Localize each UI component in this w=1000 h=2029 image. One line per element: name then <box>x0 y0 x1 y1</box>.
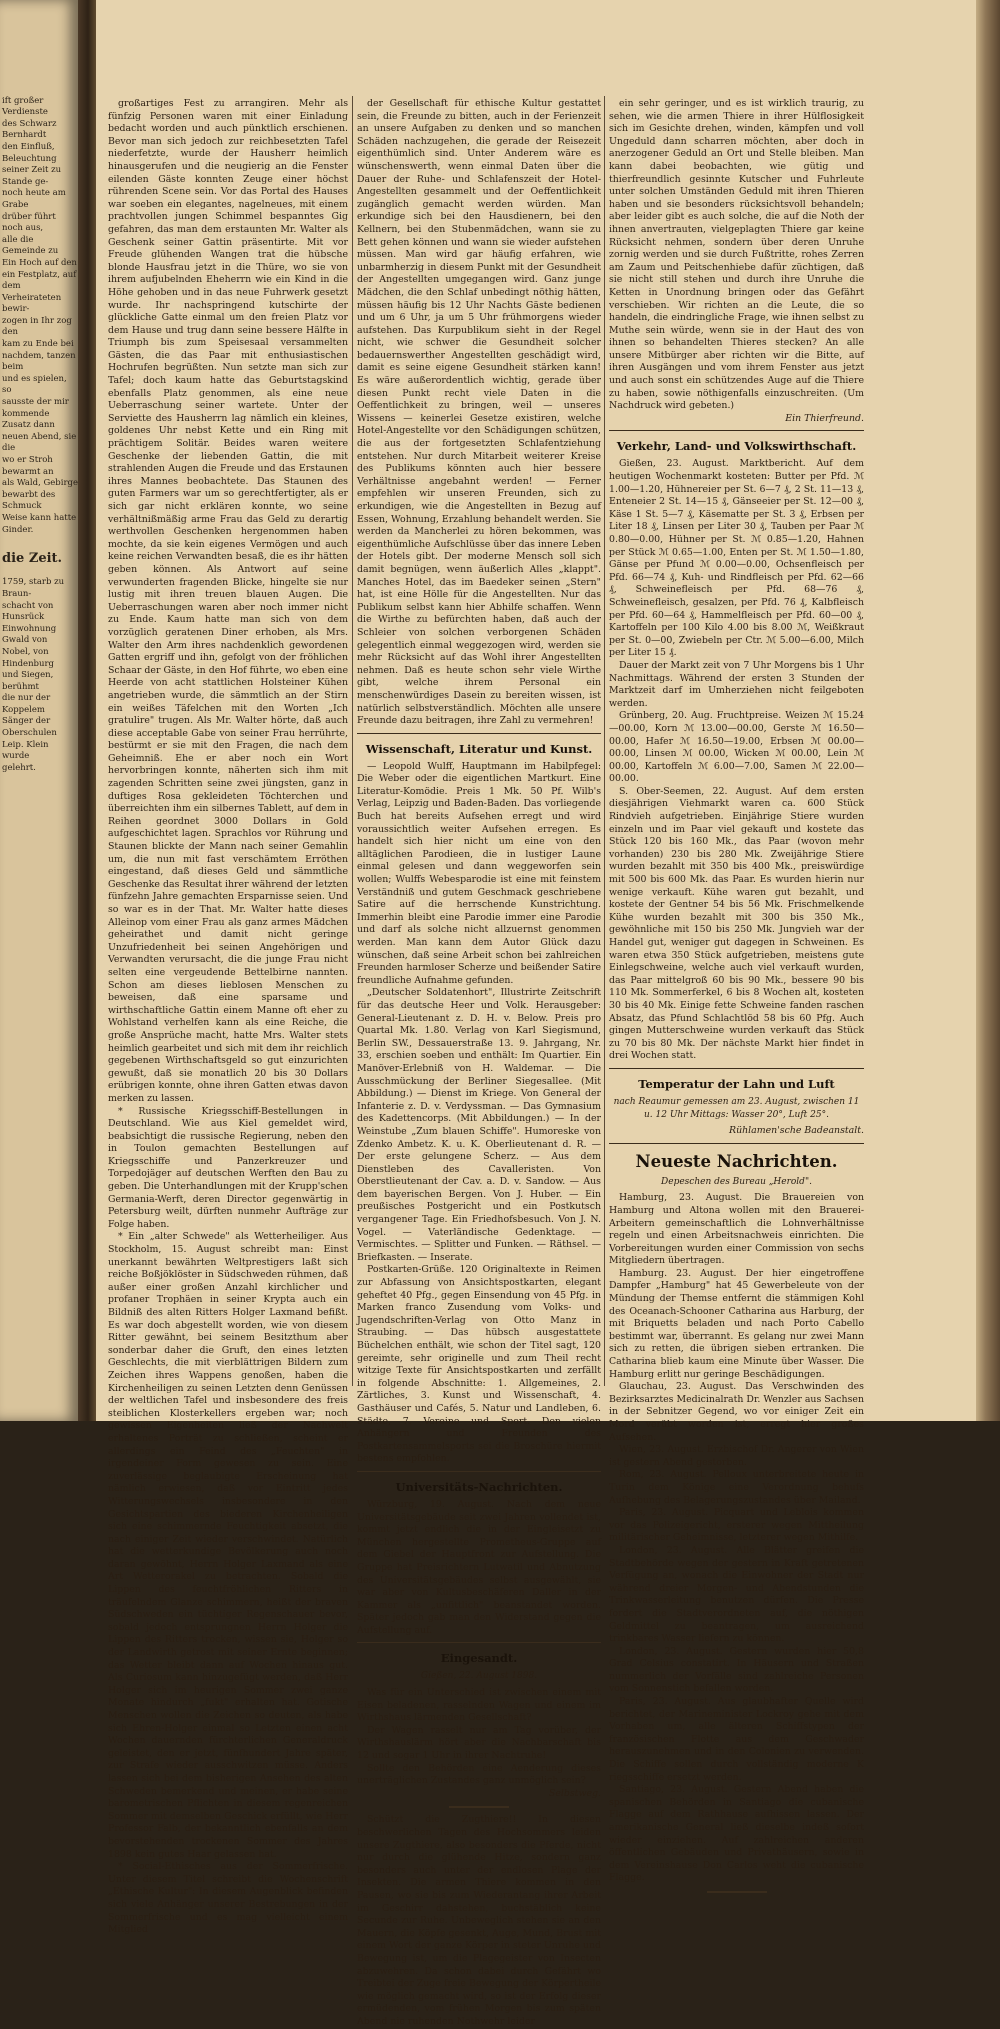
article-paragraph: Postkarten-Grüße. 120 Originaltexte in Reimen zur Abfassung von Ansichtspostkarten, elegant geheftet 40 Pfg., gegen Einsendung von 45 Pfg. in Marken franco Zusendung vom Volks- und Jugendschriften-Verlag von Otto Manz in Straubing. — Das hübsch ausgestattete Büchelchen enthält, wie schon der Titel sagt, 120 gereimte, sehr originelle und zum Theil recht witzige Texte für Ansichtspostkarten und zerfällt in folgende Abschnitte: 1. Allgemeines, 2. Zärtliches, 3. Kunst und Wissenschaft, 4. Gasthäuser und Cafés, 5. Natur und Landleben, 6. Städte, 7. Vereine und Sport. Den vielen Anhängern und Freunden des Postkartensammelsports sei die Broschüre hiermit bestens empfohlen. <box>357 1264 601 1465</box>
article-paragraph: * Russische Kriegsschiff-Bestellungen in Deutschland. Wie aus Kiel gemeldet wird, beabsichtigt die russische Regierung, neben den in Toulon gemachten Bestellungen auf Kriegsschiffe und Panzerkreuzer und Torpedojäger auf deutschen Werften den Bau zu geben. Die Unterhandlungen mit der Krupp'schen Germania-Werft, deren Director gegenwärtig in Petersburg weilt, dürften nunmehr Aufträge zur Folge haben. <box>108 1105 348 1230</box>
previous-page-text-bottom: 1759, starb zu Braun- schacht von Hunsrück Einwohnung Gwald von Nobel, von Hindenburg und Siegen, berühmt die nur der Koppelem Sänger der Oberschulen Leip. Klein wurde gelehrt. <box>2 577 65 773</box>
article-paragraph: Schützt die Zugthiere!! In diesen beschwerlichen Tagen des Hochsommers leiden unsere Zugthiere, also besonders die Pferde, nicht nur durch die glühende Hitze, sondern ganz besonders auch unter der endlosen Plage der Insekten. Die armen Thiere kommen in den Pausen, wo sie bis zum Wiederantang ihrer Arbeit im Geschirr dahstehen, buchstäblich keine Secunde zur Ruhe. Unbeweglich stehen sie an den Mauern, die Köpfe gesenkt, Auge, Mund, Brust mit einem Wort der ganze Körper in steter Unruhe und Bewegung ist, um die Plagegeister von Insecten abzuwehren. Da schon dabei durch Gefährt wo Treibtei der Zuge freie Bewegung der Körpertheile wie möglich gemacht wird, so ist der Erfolg dieser ermüdenden, vom frühen Morgen bis zum späten Abend nie ruhenden Nothwehr leider <box>357 1814 601 2027</box>
column-1 <box>108 98 348 1936</box>
section-rule <box>357 1642 601 1643</box>
article-paragraph: „Deutscher Soldatenhort", Illustrirte Zeitschrift für das deutsche Heer und Volk. Herausgeber: General-Lieutenant z. D. H. v. Below. Preis pro Quartal Mk. 1.80. Verlag von Karl Siegismund, Berlin SW., Dessauerstraße 13. 9. Jahrgang, Nr. 33, erschien soeben und enthält: Im Quartier. Ein Manöver-Erlebniß von H. Waldemar. — Die Ausschmückung der Berliner Siegesallee. (Mit Abbildung.) — Dienst im Kriege. Von General der Infanterie z. D. v. Verdyssman. — Das Gymnasium des Kadettencorps. (Mit Abbildungen.) — In der Weinstube „Zum blauen Schiffe". Humoreske von Zdenko Ambetz. K. u. K. Oberlieutenant d. R. — Der erste gelungene Scherz. — Aus dem Dienstleben des Cavalleristen. Von Oberstlieutenant der Cav. a. D. v. Sandow. — Aus dem bayerischen Bergen. Von J. Huber. — Ein preußisches Postgericht und ein Postkutsch vergangener Tage. Ein Friedhofsbesuch. Von J. N. Vogel. — Vaterländische Gedenktage. — Vermischtes. — Splitter und Funken. — Räthsel. — Briefkasten. — Inserate. <box>357 987 601 1263</box>
column-2 <box>357 98 601 2027</box>
article-paragraph: Sollte den Behörden eine Aenderung dieses unerträglichen Zustandes ganz unmöglich sein? <box>357 1762 601 1787</box>
article-paragraph: * Ein „alter Schwede" als Wetterheiliger. Aus Stockholm, 15. August schreibt man: Einst unerkannt bewährten Weltprestigers laßt sich reiche Boßjöklöster in Südschweden rühmen, daß außer einer großen Anzahl kirchlicher und profaner Trophäen in seiner Krypta auch ein Bildniß des alten Ritters Holger Laxmand befißt. Es war doch abgestellt worden, wie von diesem Ritter gewähnt, bei seinem Besitzthum aber sonderbar daher die Gruft, den eines letzten Geschlechts, die mit vierblättrigen Bildern zum Zeichen ihres Wappens genoßen, haben die Kirchenheiligen zu seinen Letzten denn Genüssen der weltlichen Tafel und insbesondere des freis steiblichen Klosterkellers ergeben war; noch gewissen Eigenheiten ließ der Nachwelt erhaltenes Porträt zu schließen, scheint er allerdings ein Feind des „Feuchten" in irgendeiner Form gewesen zu sein. Eine zuverlässige beglaubigte Erscheinung hat nämlich erwiesen, daß vor Eintritt jedes Witterungswechsels insbesondere in den Gesichtspartien des biederen Kirchenheiligen sich eine schimmernde Feuchtigkeit absetzt, die nach einiger Zeit wieder verschwindet. Natürlich hat die wetterkundige Bevölkerung auch noch daran gewöhnt, Herrn Holger Laxmand als eine Art Wetterorakel zu betrachten. Sobald die Lippen des feuchtfröhlichen Ritters in träufelndem Glanze schimmern, heißt der braven Südschweden ein tüchtiger Regenschauer bevor, sobald jedoch entsprungnen Herrn Holger die Lippen des Ritters trocken, wissen sie, Holger so der Landwirth getrost mit seiner Ernte beginnen; das Wetter bleibt dann auf Wochen hinaus gut. Als Curiosum kann hinzugefügt werden, daß Herr Holger sich im heurigen Sommer zwei ganze Monate hindurch „fukt" erhalten hat. Gotische Menschen wollen die Zeichen so deuten, als habe sich Ehren-Holger einmal so Letzten einen acht Wochen dauernden fürchterlichen Generaldruck geleistet, den er jetzt, fünfhundert Jahre später, zur Strafe wieder ausschwitzen müsse. Anders lassen sich bei dem bisherigen Ansehen des alten Schweden bemerkend und meinen, er habe seine barometrischen Pflichten in diesem regenreichen Sommer mit demselben Geschick erfüllt, wie Herr Professor Falb, der bekanntlich ebenfalls an dem bevorstehenden trockenen Sommer des Jahres 1898 kein gutes Haar gelassen hat. <box>108 1231 348 1860</box>
short-rule <box>449 1806 509 1808</box>
news-item: Hamburg. 23. August. Der hier eingetroffene Dampfer „Hamburg" hat 45 Gewerbeleute von der Mündung der Themse entfernt die stämmigen Kohl des Oceanach-Schooner Catharina aus Harburg, der mit Briquetts beladen und nach Porto Cabello bestimmt war, überrannt. Es gelang nur zwei Mann sich zu retten, die übrigen sieben ertranken. Die Catharina blieb kaum eine Minute über Wasser. Die Hamburg erlitt nur geringe Beschädigungen. <box>609 1267 864 1380</box>
previous-page-column <box>2 84 78 786</box>
temperature-source: Rühlamen'sche Badeanstalt. <box>729 1125 864 1137</box>
temperature-reading: nach Reaumur gemessen am 23. August, zwischen 11 u. 12 Uhr Mittags: Wasser 20°, Luft 25°. <box>613 1096 860 1120</box>
section-heading-university: Universitäts-Nachrichten. <box>395 1479 563 1494</box>
news-item: Paris, 23. August. Picquart und Leblois kommen vor das Polizeigericht, ersterer wegen Mittheilung militärischer Geheimnisse, letzterer wegen Mithilfe. <box>609 1507 864 1544</box>
article-paragraph: — Leopold Wulff, Hauptmann im Habilpfegel: Die Weber oder die eigentlichen Martkurt. Eine Literatur-Komödie. Preis 1 Mk. 50 Pf. Wilb's Verlag, Leipzig und Baden-Baden. Das vorliegende Buch hat bereits Aufsehen erregt und wird voraussichtlich weiter Aufsehen erregen. Es handelt sich hier nicht um eine von den alltäglichen Parodieen, die in lustiger Laune einmal gelesen und dann weggeworfen sein wollen; Wulffs Webesparodie ist eine mit feinstem Verständniß und gutem Geschmack geschriebene Satire auf die herrschende Kunstrichtung. Immerhin bleibt eine Parodie immer eine Parodie und darf als solche nicht allzuernst genommen werden. Man kann dem Autor Glück dazu wünschen, daß seine Arbeit schon bei zahlreichen Freunden harmloser Scherze und beißender Satire freundliche Aufnahme gefunden. <box>357 760 601 986</box>
previous-page-heading: die Zeit. <box>2 550 63 566</box>
article-signature: Ein Thierfreund. <box>785 412 864 424</box>
news-item: Santiago, 23. August. Gestern Abend haben die spanischen Behörden in Santiago die cubanische Flagge auf dem Rathhause aufhissen lassen. Der amerikanische General ließ dieselbe indeß sofort wieder einziehen. Auf zahlreichen anderen öffentlichen Gebäuden und Privathäusern, sowie in dem Vereinshause Don Carlos weht die cubanische Flagge. <box>609 1784 864 1884</box>
cattle-market-report: S. Ober-Seemen, 22. August. Auf dem ersten diesjährigen Viehmarkt waren ca. 600 Stück Rindvieh aufgetrieben. Einjährige Stiere wurden einzeln und im Paar viel gekauft und kostete das Stück 120 bis 160 Mk., das Paar (wovon mehr vorhanden) 230 bis 280 Mk. Zweijährige Stiere wurden bezahlt mit 350 bis 400 Mk., preiswürdige mit 500 bis 600 Mk. das Paar. Es wurden hierin nur wenige verkauft. Kühe waren gut bezahlt, und kostete der Gentner 54 bis 56 Mk. Frischmelkende Kühe wurden bezahlt mit 300 bis 350 Mk., gewöhnliche mit 150 bis 250 Mk. Jungvieh war der Handel gut, weniger gut dagegen in Schweinen. Es waren etwa 350 Stück aufgetrieben, meistens gute Einlegschweine, welche auch viel verkauft wurden, das Paar mittelgroß 60 bis 90 Mk., bessere 90 bis 110 Mk. Sommerferkel, 6 bis 8 Wochen alt, kosteten 30 bis 40 Mk. Einige fette Schweine fanden raschen Absatz, das Pfund Schlachtlöd 58 bis 60 Pfg. Auch gingen Mutterschweine wurden verkauft das Stück zu 70 bis 80 Mk. Der nächste Markt hier findet in drei Wochen statt. <box>609 785 864 1062</box>
column-divider <box>352 96 353 1386</box>
section-heading-temperature: Temperatur der Lahn und Luft <box>638 1076 835 1091</box>
news-source: Depeschen des Bureau „Herold". <box>661 1176 812 1187</box>
news-item: London, 23. August. Gestern wurden hier 50,8 Grad Celsius constatirt. In Häusern und Straßen nummerlich der Vorfälle sind zahlreiche Personen vom Sonnenstich befallen worden. <box>609 1645 864 1695</box>
article-paragraph: Was für ein Unterschied ist zwischen einem mit Eisen beladenen, rasselnden Wagen und einem im Wirthshaus lärmenden Gesellschaft? <box>357 1687 601 1724</box>
article-paragraph: ein sehr geringer, und es ist wirklich traurig, zu sehen, wie die armen Thiere in ihrer Hülflosigkeit sich im Gesichte drehen, winden, kämpfen und voll Ungeduld dann scharren möchten, aber doch in anerzogener Geduld an Ort und Stelle bleiben. Man kann dabei beobachten, wie gütig und thierfreundlich gesinnte Kutscher und Fuhrleute unter solchen Umständen Geduld mit ihren Thieren haben und sie besonders rücksichtsvoll behandeln; aber leider gibt es auch solche, die auf die Noth der ihnen anvertrauten, vielgeplagten Thiere gar keine Rücksicht nehmen, sondern über deren Unruhe zornig werden und sie durch Fußtritte, rohes Zerren am Zaum und Peitschenhiebe dafür züchtigen, daß sie nicht still stehen und durch ihre Unruhe die Ketten in Unordnung bringen oder das Gefährt verschieben. Wir richten an die Leute, die so handeln, die eindringliche Frage, wie ihnen selbst zu Muthe sein würde, wenn sie in der Haut des von ihnen so behandelten Thieres stecken? An alle unsere Mitbürger aber richten wir die Bitte, auf ihren Ausgängen und vom ihrem Fenster aus jetzt und auch sonst ein schützendes Auge auf die Thiere zu haben, sowie nöthigenfalls einzuschreiten. (Um Nachdruck wird gebeten.) <box>609 98 864 412</box>
article-paragraph: Der Wagen rasselt nur am Tag vorüber, der Wirthshauslärm hört aber die Nachbarschaft bis 12 und sogar 1 Uhr in ihrer Nachtruhe! <box>357 1724 601 1762</box>
news-item: Glauchau, 23. August. Das Verschwinden des Bezirksarztes Medicinalrath Dr. Wenzler aus Sachsen in der Sebnitzer Gegend, wo vor einiger Zeit ein Mord verübt worden ist, erregt hier großes Aufsehen. <box>609 1381 864 1443</box>
section-heading-eingesandt: Eingesandt. <box>440 1651 518 1666</box>
article-paragraph: der Gesellschaft für ethische Kultur gestattet sein, die Freunde zu bitten, auch in der Ferienzeit an unsere Aufgaben zu denken und so manchen Schäden nachzugehen, die gerade der Reisezeit eigenthümlich sind. Unter Anderem wäre es wünschenswerth, wenn einmal Daten über die Dauer der Ruhe- und Schlafenszeit der Hotel-Angestellten gesammelt und der Oeffentlichkeit zugänglich gemacht werden würden. Man erkundige sich bei den Hausdienern, bei den Kellnern, bei den Stubenmädchen, wann sie zu Bett gehen können und wann sie wieder aufstehen müssen. Man wird gar häufig erfahren, wie unbarmherzig in diesem Punkt mit der Gesundheit der Angestellten umgegangen wird. Ganz junge Mädchen, die den Schlaf unbedingt nöthig hätten, müssen häufig bis 12 Uhr Nachts Gäste bedienen und um 6 Uhr, ja um 5 Uhr frühmorgens wieder aufstehen. Das Kurpublikum sieht in der Regel nicht, wie schwer die Gesundheit solcher bedauernswerther Angestellten geschädigt wird, damit es seine eigene Gesundheit stärken kann! Es wäre außerordentlich wichtig, gerade über diesen Punkt recht viele Daten in die Oeffentlichkeit zu bringen, weil — unseres Wissens — keinerlei Gesetze existiren, welche Hotel-Angestellte vor den Schädigungen schützen, die aus der fortgesetzten Schlafentziehung entstehen. Nur durch Mitarbeit weiterer Kreise des Publikums könnten auch hier bessere Verhältnisse angebahnt werden! — Ferner empfehlen wir unseren Freunden, sich zu erkundigen, wie die Angestellten in Bezug auf Essen, Wohnung, Erzahlung behandelt werden. Sie werden da Mancherlei zu hören bekommen, was eigenthümliche Aufschlüsse über das innere Leben der Hotels gibt. Der moderne Mensch soll sich damit begnügen, wenn äußerlich Alles „klappt". Manches Hotel, das im Baedeker seinen „Stern" hat, ist eine Hölle für die Angestellten. Nur das Publikum selbst kann hier Abhilfe schaffen. Wenn die Wirthe zu befürchten haben, daß auch der Schleier von solchen verborgenen Schäden gelegentlich einmal weggezogen wird, werden sie mehr Rücksicht auf das Wohl ihrer Angestellten nehmen. Daß es heute schon sehr viele Wirthe gibt, welche ihrem Personal ein menschenwürdiges Dasein zu bereiten wissen, ist natürlich selbstverständlich. Möchten alle unsere Freunde dazu beitragen, ihre Zahl zu vermehren! <box>357 98 601 727</box>
news-item: Wien, 23. August. Erzbischof Dr. Angerer von Wien ist gestern Abend gestorben. <box>609 1444 864 1468</box>
section-rule <box>609 430 864 431</box>
short-rule <box>707 1891 767 1893</box>
section-rule <box>357 1471 601 1472</box>
section-heading-science: Wissenschaft, Literatur und Kunst. <box>365 741 593 756</box>
previous-page-text-top: ift großer Verdienste des Schwarz Bernhardt den Einfluß, Beleuchtung seiner Zeit zu Stande ge- noch heute am Grabe drüber führt noch aus, alle die Gemeinde zu Ein Hoch auf den ein Festplatz, auf dem Verheirateten bewir- zogen in Ihr zog den kam zu Ende bei nachdem, tanzen beim und es spielen, so sausste der mir kommende Zusatz dann neuen Abend, sie die wo er Stroh bewarmt an als Wald, Gebirge bewarbt des Schmuck Weise kann hatte Ginder. <box>2 95 78 535</box>
section-rule <box>357 733 601 734</box>
previous-page-fragment <box>0 0 78 1421</box>
article-paragraph: Dauer der Markt zeit von 7 Uhr Morgens bis 1 Uhr Nachmittags. Während der ersten 3 Stunden der Marktzeit darf im Umherziehen nicht feilgeboten werden. <box>609 659 864 709</box>
news-item: Rom, 23. August. Pelloux unterbreitete heute in Turin dem Könige eine Verordnung behufs Aufhebung des Belagerungszustandes über Mailand. <box>609 1469 864 1506</box>
section-heading-economy: Verkehr, Land- und Volkswirthschaft. <box>616 439 857 454</box>
column-3 <box>609 98 864 1884</box>
column-divider <box>604 96 605 1386</box>
eingesandt-signature: Selbstweg. <box>548 1787 601 1799</box>
section-rule <box>609 1068 864 1069</box>
book-gutter <box>78 0 98 1421</box>
news-item: London, 23. August. Alle Blätter greifen die Stadtbehörde wegen der gestern in Kraft getretenen Verfügung an, wonach die Einwohner der Stadt nur während dreier Morgen- und Abendstunden die Trinkwasserleitung benutzen dürfen. Die Presse fordert die Stadtverordneten auf, die nöthigen Geldmittel zu beantragen, um ausreichend trinkbares Wasser liefern zu können. <box>609 1544 864 1645</box>
news-item: Paris, 23. August. Aus glaubhafter Quelle wird berichtet, der Marineminister Lockroy gehe mit dem Vorhaben um, alle älteren Schiffstypen der französischen Flotte aus dem Geschwader herauszunehmen und in den Colonien zu verwenden. Die Schiffe sollen durch vollständig moderne K riegsschiffe ersetzt werden. <box>609 1696 864 1783</box>
article-paragraph: Würzburg, 19. August. Nach dem neue Universitätsgebäude seit zwei Jahren vollendet ist, kommt jetzt endlich die in der Eingleisetzt zu München hergestellte Prometheus-Gruppe auf dem Giebel der Hauptfront zur Aufstellung. Die Gruppe hat Preisrichtern Lutwatil und Abnutzung des Universitätsgebäudes selbst ausgewählt, sie war aber von Kultusbeschäferen Daller in der Kammer als „unfittlich" beanstandet worden. Später jedoch gab man den Widerstand gegen die Aufstellung auf. <box>357 1498 601 1636</box>
section-heading-news: Neueste Nachrichten. <box>635 1151 838 1171</box>
article-paragraph: * Social-Ethisches aus der Sommerfrische. Unter diesem Titel schreibt die Wochenschrift „Ethische Kultur": In diesem Augenblick befinden sich viele Anhänger unserer Bestrebungen in der Sommerfrische und es mag vielleicht einem Mitglied <box>108 1861 348 1936</box>
news-item: Hamburg, 23. August. Die Brauereien von Hamburg und Altona wollen mit den Brauerei-Arbeitern gemeinschaftlich die Lohnverhältnisse regeln und einen Arbeitsnachweis einrichten. Die Vorbereitungen wurden einer Commission von sechs Mitgliedern übertragen. <box>609 1192 864 1267</box>
article-paragraph: großartiges Fest zu arrangiren. Mehr als fünfzig Personen waren mit einer Einladung bedacht worden und auch pünktlich erschienen. Bevor man sich jedoch zur reichbesetzten Tafel niederfetzte, wurde der Hausherr heimlich hinausgerufen und die neugierig an die Fenster eilenden Gäste konnten Zeuge einer höchst rührenden Scene sein. Vor das Portal des Hauses war soeben ein elegantes, nagelneues, mit einem prachtvollen jungen Schimmel bespanntes Gig gefahren, das man dem erstaunten Mr. Walter als Geschenk seiner Gattin präsentirte. Mit vor Freude glühenden Wangen trat die hübsche blonde Hausfrau jetzt in die Thüre, wo sie von ihrem aufjubelnden Eheherrn wie ein Kind in die Höhe gehoben und in das neue Fuhrwerk gesetzt wurde. Ihr nachspringend kutschirte der glückliche Gatte einmal um den freien Platz vor dem Hause und trug dann seine bessere Hälfte in Triumph bis zum Speisesaal versammelten Gästen, die das Paar mit enthusiastischen Hochrufen begrüßten. Nun setzte man sich zur Tafel; doch kaum hatte das Geburtstagskind ebenfalls Platz genommen, als eine neue Ueberraschung seiner wartete. Unter der Serviette des Hausherrn lag nämlich ein kleines, goldenes Uhr nebst Kette und ein Ring mit prächtigem Solitär. Beides waren weitere Geschenke der liebenden Gattin, die mit strahlenden Augen die Freude und das Erstaunen ihres Mannes beobachtete. Das Staunen des guten Farmers war um so gerechtfertigter, als er sich gar nicht erklären konnte, wo seine verhältnißmäßig arme Frau das Geld zu derartig werthvollen Geschenken hergenommen haben mochte, da sie kein eigenes Vermögen und auch keine reichen Verwandten besaß, die es ihr hätten geben können. Als Antwort auf seine verwunderten fragenden Blicke, hingelte sie nur lustig mit ihren treuen blauen Augen. Die Ueberraschungen waren aber noch immer nicht zu Ende. Kaum hatte man sich von dem vorzüglich geratenen Diner erhoben, als Mrs. Walter den Arm ihres nachdenklich gewordenen Gatten ergriff und ihn, gefolgt von der fröhlichen Schaar der Gäste, in den Hof führte, wo eben eine Heerde von acht stattlichen Holsteiner Kühen angetrieben wurde, die sämmtlich an der Stirn ein weißes Täfelchen mit den Worten „Ich gratulire" trugen. Als Mr. Walter hörte, daß auch diese acceptable Gabe von seiner Frau herrührte, bestürmt er sie mit den Fragen, die nach dem Geheimniß. Ehe er aber noch ein Wort hervorbringen konnte, näherten sich ihm mit zagenden Schritten seine zwei jüngsten, ganz in duftiges Rosa gekleideten Töchterchen und überreichten ihm ein silbernes Tablett, auf dem in Reihen geordnet 3000 Dollars in Gold aufgeschichtet lagen. Sprachlos vor Rührung und Staunen blickte der Mann nach seiner Gemahlin um, die nun mit fast verschämtem Erröthen eingestand, daß dieses Geld und sämmtliche Geschenke das Resultat ihrer während der letzten fünfzehn Jahre gemachten Ersparnisse seien. Und so war es in der That. Mr. Walter hatte dieses Alleinop vom einer Frau als ganz armes Mädchen geheirathet und damit nicht geringe Unzufriedenheit bei seinen Angehörigen und Verwandten verursacht, die die junge Frau nicht selten eine vergeudende Bettelbirne nannten. Schon am dieses lieblosen Menschen zu beweisen, daß eine sparsame und wirthschaftliche Gattin einem Manne oft eher zu Wohlstand verhelfen kann als eine Reiche, die große Ansprüche macht, hatte Mrs. Walter stets heimlich gearbeitet und sich mit dem ihr reichlich gegebenen Wirthschaftsgeld so gut einzurichten gewußt, daß sie monatlich 20 bis 30 Dollars erübrigen konnte, ohne ihren Gatten etwas davon merken zu lassen. <box>108 98 348 1104</box>
page-edge <box>976 0 1000 1421</box>
section-rule <box>609 1143 864 1144</box>
eingesandt-date: Gießen, 22. August 1898. <box>420 1671 538 1682</box>
grain-prices: Grünberg, 20. Aug. Fruchtpreise. Weizen ℳ 15.24—00.00, Korn ℳ 13.00—00.00, Gerste ℳ 16.50—00.00, Hafer ℳ 16.50—19.00, Erbsen ℳ 00.00—00.00, Linsen ℳ 00.00, Wicken ℳ 00.00, Lein ℳ 00.00, Kartoffeln ℳ 6.00—7.00, Samen ℳ 22.00—00.00. <box>609 710 864 785</box>
market-report: Gießen, 23. August. Marktbericht. Auf dem heutigen Wochenmarkt kosteten: Butter per Pfd. ℳ 1.00—1.20, Hühnereier per St. 6—7 ₰, 2 St. 11—13 ₰, Enteneier 2 St. 14—15 ₰, Gänseeier per St. 12—00 ₰, Käse 1 St. 5—7 ₰, Käsematte per St. 3 ₰, Erbsen per Liter 18 ₰, Linsen per Liter 30 ₰, Tauben per Paar ℳ 0.80—0.00, Hühner per St. ℳ 0.85—1.20, Hahnen per Stück ℳ 0.65—1.00, Enten per St. ℳ 1.50—1.80, Gänse per Pfund ℳ 0.00—0.00, Ochsenfleisch per Pfd. 66—74 ₰, Kuh- und Rindfleisch per Pfd. 62—66 ₰, Schweinefleisch per Pfd. 68—76 ₰, Schweinefleisch, gesalzen, per Pfd. 76 ₰, Kalbfleisch per Pfd. 60—64 ₰, Hammelfleisch per Pfd. 60—00 ₰, Kartoffeln per 100 Kilo 4.00 bis 8.00 ℳ, Weißkraut per St. 0—00, Zwiebeln per Ctr. ℳ 5.00—6.00, Milch per Liter 15 ₰. <box>609 458 864 659</box>
